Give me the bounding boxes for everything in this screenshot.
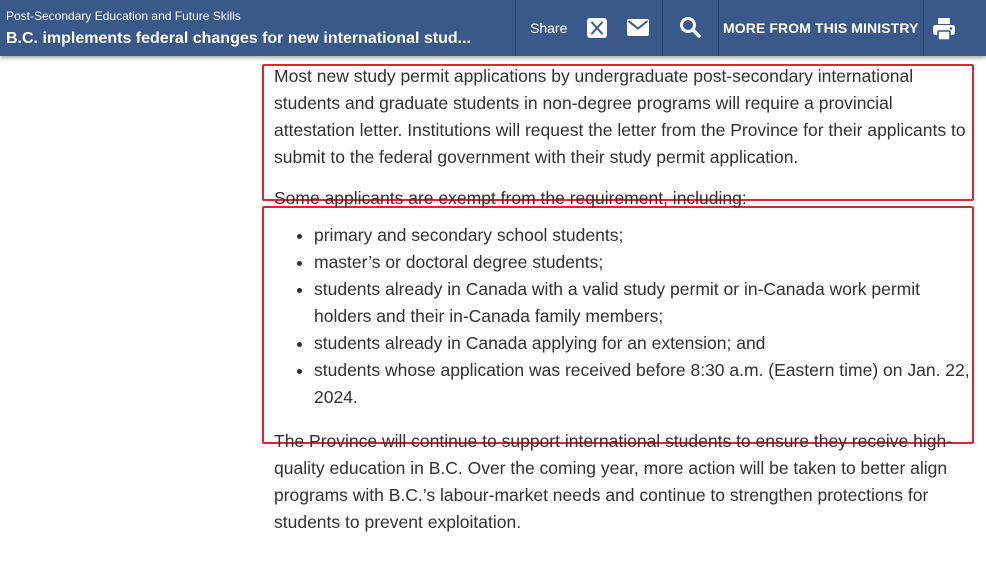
x-twitter-icon[interactable] <box>587 18 607 38</box>
list-item: • primary and secondary school students; <box>314 222 974 249</box>
province-support-paragraph: The Province will continue to support international students to ensure they receive high-quality education in B.C. Over the coming year, more action will be taken to better align programs with B.C.’s labour-market needs and continue to strengthen protections for students to prevent exploitation. <box>274 431 953 532</box>
exempt-list <box>274 222 974 411</box>
share-label: Share <box>530 20 568 36</box>
list-item: • master’s or doctoral degree students; <box>314 249 974 276</box>
divider <box>923 0 924 56</box>
ministry-name[interactable]: Post-Secondary Education and Future Skills <box>6 9 241 23</box>
list-item: • students already in Canada applying for an extension; and <box>314 330 974 357</box>
email-icon[interactable] <box>627 19 649 36</box>
more-from-ministry-button[interactable]: MORE FROM THIS MINISTRY <box>723 20 919 36</box>
search-icon[interactable] <box>679 16 701 38</box>
attestation-paragraph: Most new study permit applications by undergraduate post-secondary international students and graduate students in non-degree programs will require a provincial attestation letter. Institutions will request the letter from the Province for their applicants to submit to the federal government with their study permit application. <box>274 66 966 167</box>
exempt-intro: Some applicants are exempt from the requirement, including: <box>274 188 747 208</box>
list-item: • students already in Canada with a valid study permit or in-Canada work permit holders and their in-Canada family members; <box>314 276 974 330</box>
print-icon[interactable] <box>932 17 956 41</box>
header-bar <box>0 0 986 56</box>
divider <box>515 0 516 56</box>
divider <box>718 0 719 56</box>
list-item: • students whose application was received before 8:30 a.m. (Eastern time) on Jan. 22, 2024. <box>314 357 974 411</box>
article-title: B.C. implements federal changes for new international stud... <box>6 30 471 47</box>
article-body <box>274 63 974 536</box>
divider <box>662 0 663 56</box>
